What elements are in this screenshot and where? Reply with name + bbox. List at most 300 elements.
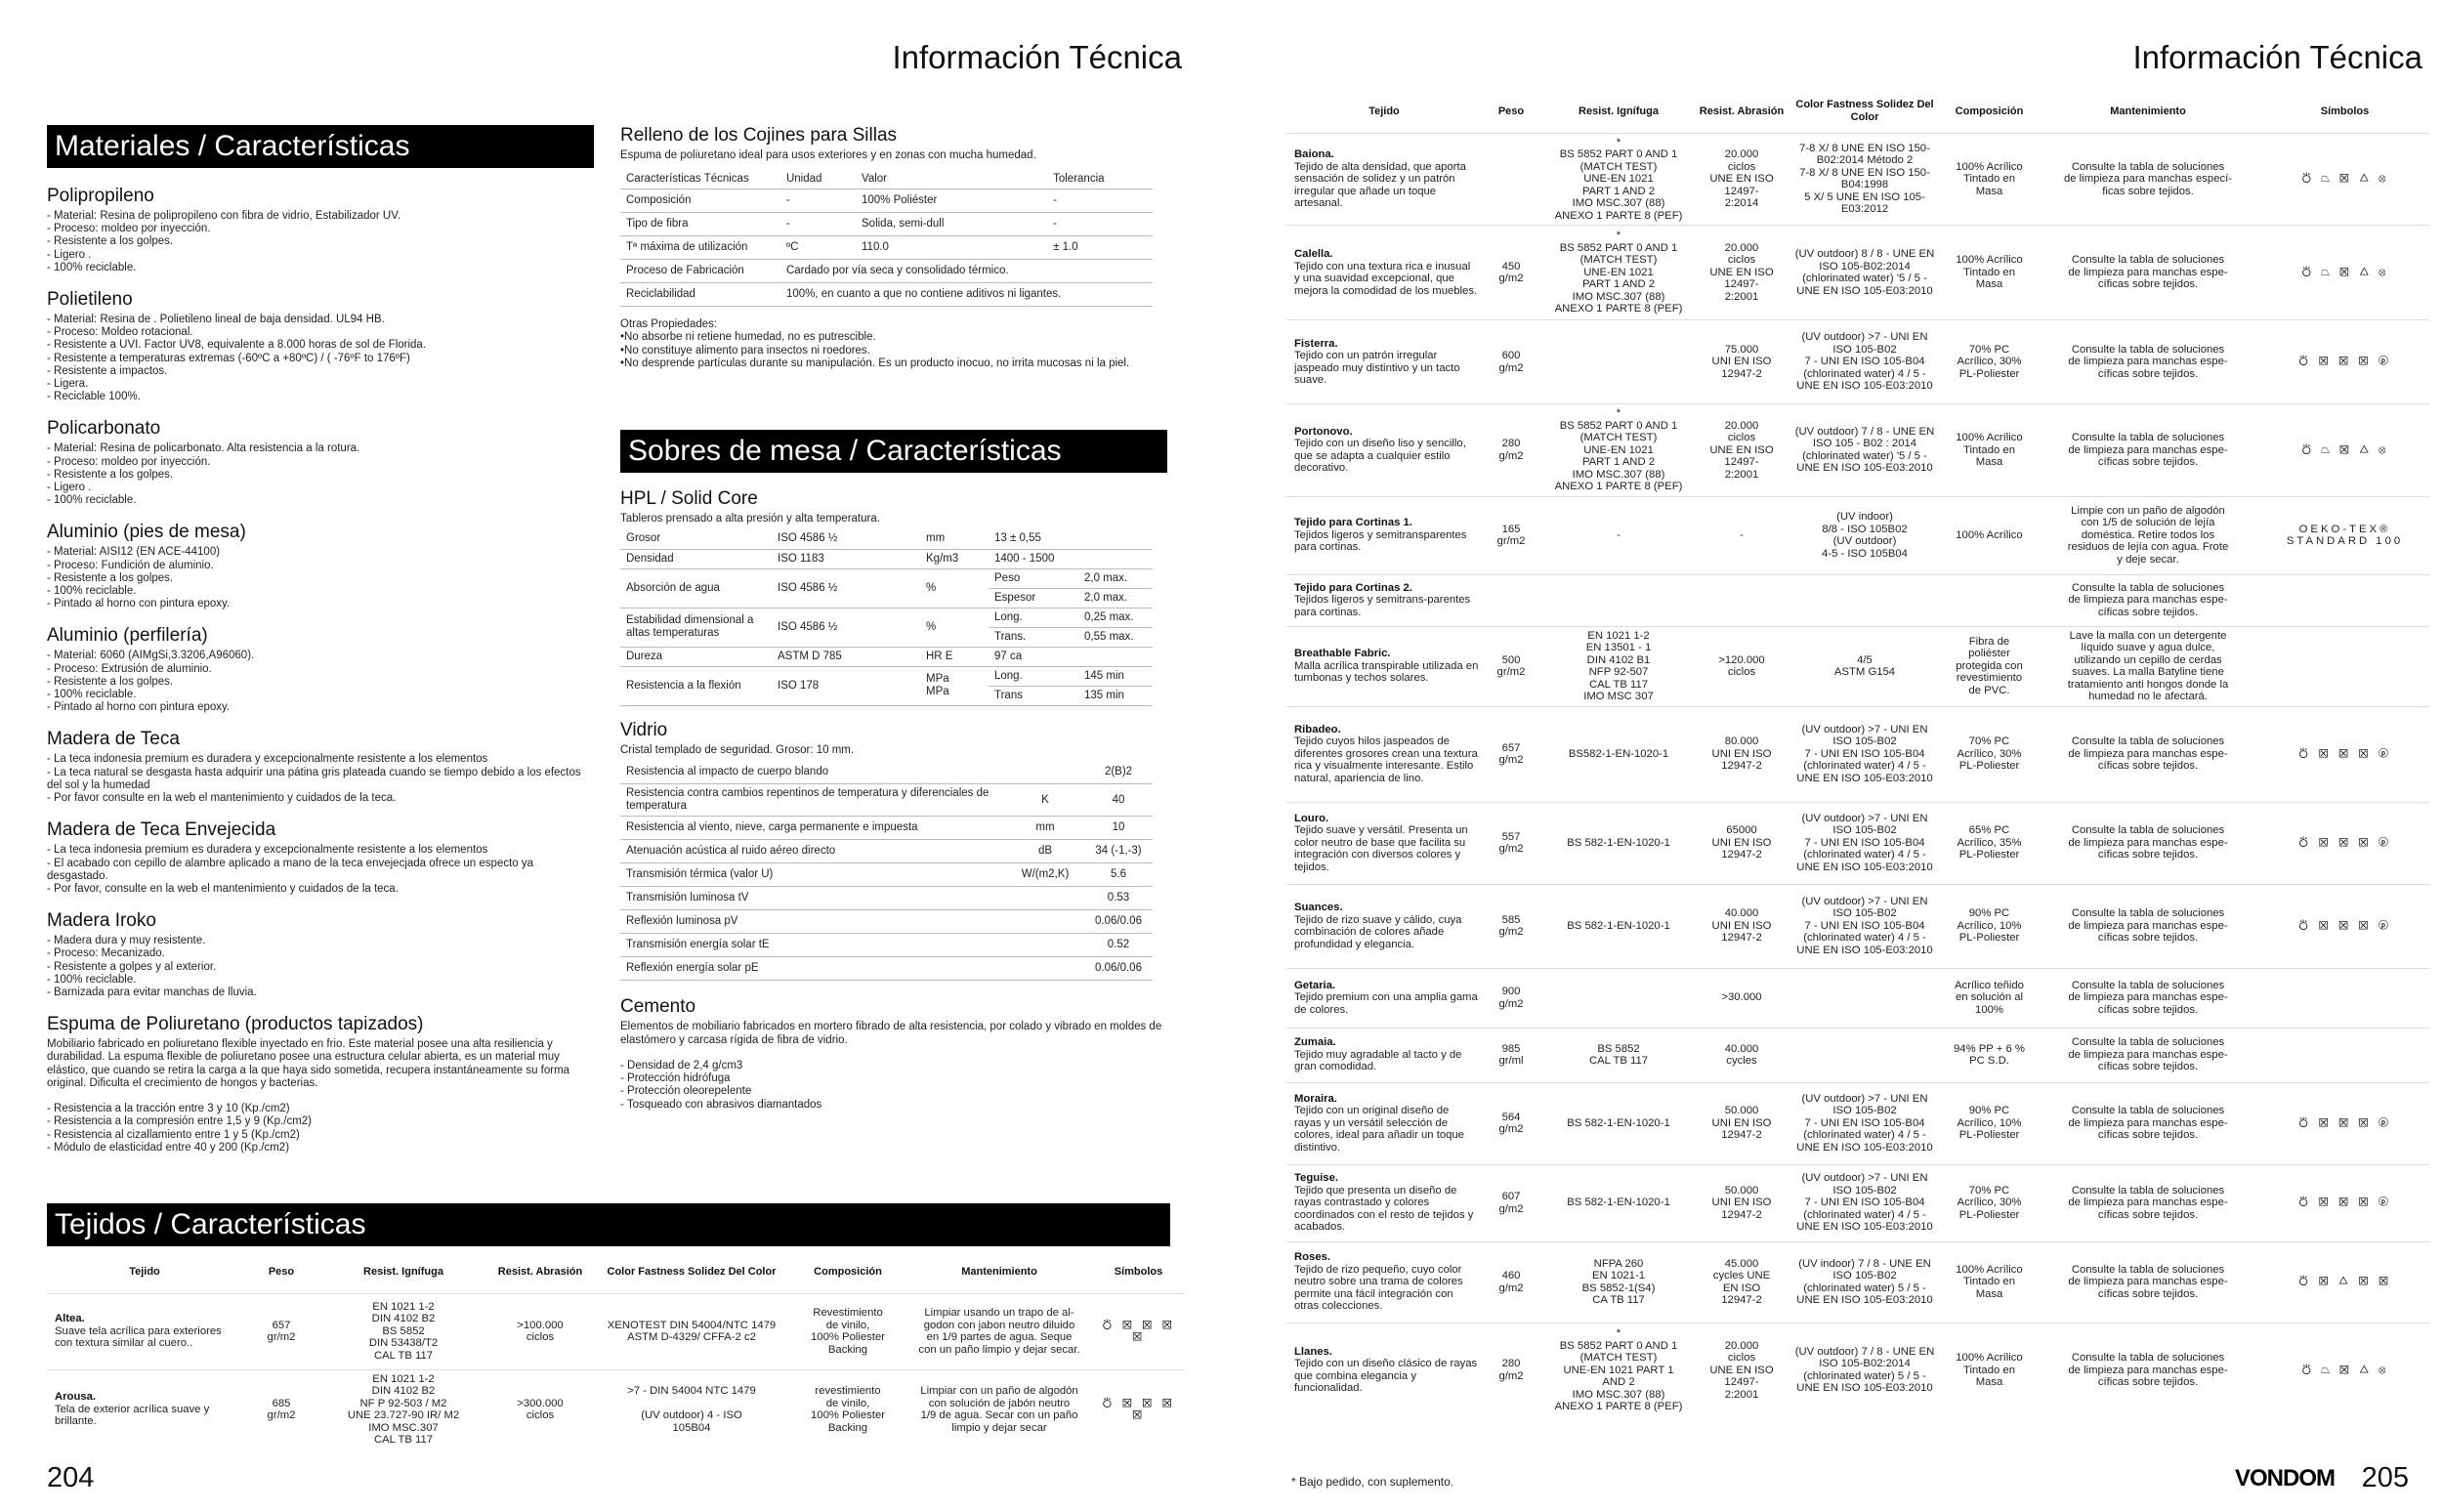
tejidos-heading: Tejidos / Características <box>47 1203 1170 1246</box>
hpl-sub-label: Espesor <box>989 588 1078 608</box>
fabric-row <box>1286 1323 2429 1417</box>
fabric-peso: 280 g/m2 <box>1482 404 1540 497</box>
fabric-row <box>1286 706 2429 802</box>
vidrio-cell: Transmisión energía solar tE <box>620 934 1006 957</box>
hpl-row <box>620 647 1153 666</box>
fabric-abr: >30.000 <box>1697 968 1787 1028</box>
hpl-label: Absorción de agua <box>620 568 772 608</box>
fabric-desc <box>1286 1028 1482 1082</box>
relleno-subtitle: Espuma de poliuretano ideal para usos exteriores y en zonas con mucha humedad. <box>620 149 1036 161</box>
fabric-peso <box>1482 133 1540 226</box>
fabric-row <box>47 1293 1185 1369</box>
fabric-row <box>1286 226 2429 320</box>
hpl-sub-value: 135 min <box>1078 686 1153 705</box>
fabric-description: Tejido suave y versátil. Presenta un color neutro de base que facilita su integración con diversos colores y tejidos. <box>1294 824 1468 873</box>
fabric-comp: 65% PC Acrílico, 35% PL-Poliester <box>1943 802 2036 884</box>
hpl-title: HPL / Solid Core <box>620 488 758 509</box>
fabric-name: Baiona. <box>1294 148 1334 160</box>
fabric-description: Tejido de rizo pequeño, cuyo color neutro sobre una trama de colores permite una fácil integración con otras colecciones. <box>1294 1263 1463 1313</box>
material-text: - La teca indonesia premium es duradera y excepcionalmente resistente a los elementos - La teca natural se desgasta hasta adquirir una pátina gris plateada cuando se tiempo debido a los efectos del sol y la humedad - Por favor consulte en la web el mantenimiento y cuidados de la teca. <box>47 753 581 805</box>
relleno-row <box>620 189 1153 213</box>
fabric-description: Tejido muy agradable al tacto y de gran comodidad. <box>1294 1048 1462 1073</box>
fabric-name: Breathable Fabric. <box>1294 648 1391 660</box>
vidrio-row <box>620 887 1153 910</box>
fabric-name: Llanes. <box>1294 1345 1332 1358</box>
fabric-desc <box>1286 968 1482 1028</box>
hpl-sub-value: 145 min <box>1078 666 1153 686</box>
fabric-header-cell: Color Fastness Solidez Del Color <box>1795 99 1934 123</box>
fabric-color: (UV indoor) 7 / 8 - UNE EN ISO 105-B02 (chlorinated water) 5 / 5 - UNE EN ISO 105-E03:2010 <box>1787 1241 1943 1323</box>
relleno-header-cell: Tolerancia <box>1047 170 1153 189</box>
vidrio-row <box>620 910 1153 934</box>
fabric-ign: BS 582-1-EN-1020-1 <box>1540 884 1697 968</box>
fabric-mant: Lave la malla con un detergente líquido suave y agua dulce, utilizando un cepillo de cerdas suaves. La malla Batyline tiene tratamiento anti hongos donde la humedad no le afectará. <box>2036 626 2260 706</box>
vidrio-cell: 0.06/0.06 <box>1084 957 1153 981</box>
hpl-norm: ISO 4586 ½ <box>772 568 920 608</box>
fabric-abr: 40.000 UNI EN ISO 12947-2 <box>1697 884 1787 968</box>
fabric-header-cell: Tejido <box>129 1265 160 1278</box>
fabric-name: Suances. <box>1294 902 1343 913</box>
material-title: Espuma de Poliuretano (productos tapizados) <box>47 1014 424 1035</box>
fabric-header-cell: Resist. Ignífuga <box>363 1265 443 1278</box>
fabric-ign: BS 582-1-EN-1020-1 <box>1540 802 1697 884</box>
hpl-unit: Kg/m3 <box>920 549 989 568</box>
fabric-row <box>1286 1082 2429 1164</box>
hpl-label: Resistencia a la flexión <box>620 666 772 705</box>
relleno-row <box>620 260 1153 283</box>
fabric-ign: EN 1021 1-2 DIN 4102 B2 NF P 92-503 / M2 UNE 23.727-90 IR/ M2 IMO MSC.307 CAL TB 117 <box>320 1369 486 1449</box>
fabric-desc <box>47 1293 242 1369</box>
fabric-color: XENOTEST DIN 54004/NTC 1479 ASTM D-4329/ CFFA-2 c2 <box>594 1293 789 1369</box>
vidrio-cell: 34 (-1,-3) <box>1084 840 1153 863</box>
material-text: - Material: AISI12 (EN ACE-44100) - Proceso: Fundición de aluminio. - Resistente a los golpes. - 100% reciclable. - Pintado al horno con pintura epoxy. <box>47 546 231 610</box>
fabric-color: (UV outdoor) >7 - UNI EN ISO 105-B02 7 - UNI EN ISO 105-B04 (chlorinated water) 4 / 5 - UNE EN ISO 105-E03:2010 <box>1787 320 1943 404</box>
fabric-ign: * BS 5852 PART 0 AND 1 (MATCH TEST) UNE-EN 1021 PART 1 AND 2 IMO MSC.307 (88) ANEXO 1 PARTE 8 (PEF) <box>1540 133 1697 226</box>
sobres-column <box>620 430 1167 1112</box>
fabric-header-cell: Composición <box>1955 105 2024 117</box>
fabric-color: (UV indoor) 8/8 - ISO 105B02 (UV outdoor) 4-5 - ISO 105B04 <box>1787 496 1943 574</box>
relleno-cell: 100%, en cuanto a que no contiene aditivos ni ligantes. <box>780 283 1153 307</box>
hpl-norm: ASTM D 785 <box>772 647 920 666</box>
vidrio-cell <box>1006 957 1084 981</box>
hpl-unit: HR E <box>920 647 989 666</box>
material-text: - Material: Resina de polipropileno con fibra de vidrio, Estabilizador UV. - Proceso: moldeo por inyección. - Resistente a los golpes. - Ligero . - 100% reciclable. <box>47 210 401 273</box>
fabric-color: (UV outdoor) 7 / 8 - UNE EN ISO 105 - B02 : 2014 (chlorinated water) '5 / 5 - UNE EN ISO 105-E03:2010 <box>1787 404 1943 497</box>
vidrio-row <box>620 761 1153 784</box>
fabric-ign: BS 582-1-EN-1020-1 <box>1540 1164 1697 1241</box>
fabric-peso: 985 gr/ml <box>1482 1028 1540 1082</box>
relleno-header-row <box>620 170 1153 189</box>
fabric-ign: BS582-1-EN-1020-1 <box>1540 706 1697 802</box>
care-symbols-icon: ⛣ ⏢ ☒ △ ⊗ <box>2260 226 2429 320</box>
page-number: 205 <box>2361 1462 2409 1493</box>
material-title: Aluminio (pies de mesa) <box>47 522 246 543</box>
relleno-cell: Composición <box>620 189 780 213</box>
tejidos-table <box>47 1250 1185 1449</box>
care-symbols-icon <box>2260 574 2429 626</box>
care-symbols-icon: ⛣ ☒ ☒ ☒ ☒ <box>1092 1293 1185 1369</box>
hpl-table <box>620 529 1153 706</box>
fabric-ign: * BS 5852 PART 0 AND 1 (MATCH TEST) UNE-EN 1021 PART 1 AND 2 IMO MSC.307 (88) ANEXO 1 PARTE 8 (PEF) <box>1540 226 1697 320</box>
hpl-norm: ISO 1183 <box>772 549 920 568</box>
care-symbols-icon: ⛣ ⏢ ☒ △ ⊗ <box>2260 1323 2429 1417</box>
fabric-name: Tejido para Cortinas 2. <box>1294 581 1412 594</box>
vidrio-cell <box>1006 910 1084 934</box>
hpl-sub-label: Trans <box>989 686 1078 705</box>
fabric-ign: * BS 5852 PART 0 AND 1 (MATCH TEST) UNE-EN 1021 PART 1 AND 2 IMO MSC.307 (88) ANEXO 1 PARTE 8 (PEF) <box>1540 404 1697 497</box>
fabric-header-row <box>47 1250 1185 1293</box>
relleno-cell: - <box>1047 213 1153 236</box>
fabric-header-cell: Resist. Abrasión <box>497 1265 583 1278</box>
vidrio-row <box>620 784 1153 817</box>
vidrio-cell: Transmisión luminosa tV <box>620 887 1006 910</box>
fabric-header-cell: Símbolos <box>2320 105 2370 117</box>
material-item <box>47 910 594 999</box>
care-symbols-icon: ⛣ ☒ ☒ ☒ ⓟ <box>2260 884 2429 968</box>
fabric-header-cell: Peso <box>1497 105 1525 117</box>
fabric-row <box>1286 802 2429 884</box>
hpl-unit: % <box>920 568 989 608</box>
fabric-ign: EN 1021 1-2 DIN 4102 B2 BS 5852 DIN 53438/T2 CAL TB 117 <box>320 1293 486 1369</box>
hpl-norm: ISO 4586 ½ <box>772 529 920 549</box>
fabric-desc <box>1286 226 1482 320</box>
fabric-desc <box>1286 1241 1482 1323</box>
fabric-comp: 100% Acrílico Tintado en Masa <box>1943 404 2036 497</box>
vidrio-cell: W/(m2,K) <box>1006 863 1084 887</box>
material-item <box>47 418 594 507</box>
relleno-cell: Solida, semi-dull <box>856 213 1047 236</box>
fabric-description: Suave tela acrílica para exteriores con textura similar al cuero.. <box>55 1324 222 1350</box>
fabric-abr: 45.000 cycles UNE EN ISO 12947-2 <box>1697 1241 1787 1323</box>
relleno-row <box>620 213 1153 236</box>
vidrio-cell: Resistencia al viento, nieve, carga permanente e impuesta <box>620 817 1006 840</box>
fabric-mant: Limpie con un paño de algodón con 1/5 de solución de lejía doméstica. Retire todos los residuos de lejía con agua. Frote y deje secar. <box>2036 496 2260 574</box>
fabric-color: (UV outdoor) 7 / 8 - UNE EN ISO 105-B02:2014 (chlorinated water) 5 / 5 - UNE EN ISO 105-E03:2010 <box>1787 1323 1943 1417</box>
vidrio-cell: Reflexión luminosa pV <box>620 910 1006 934</box>
fabric-description: Tejido cuyos hilos jaspeados de diferentes grosores crean una textura rica y visualmente interesante. Estilo natural, apariencia de lino. <box>1294 735 1478 784</box>
fabric-comp: 70% PC Acrílico, 30% PL-Poliester <box>1943 706 2036 802</box>
vidrio-table <box>620 761 1153 982</box>
fabric-desc <box>1286 626 1482 706</box>
material-item <box>47 289 594 403</box>
vidrio-cell: Resistencia al impacto de cuerpo blando <box>620 761 1006 784</box>
fabric-desc <box>1286 320 1482 404</box>
vidrio-cell: 5.6 <box>1084 863 1153 887</box>
hpl-sub-label: 97 ca <box>989 647 1153 666</box>
fabric-color: (UV outdoor) >7 - UNI EN ISO 105-B02 7 - UNI EN ISO 105-B04 (chlorinated water) 4 / 5 - UNE EN ISO 105-E03:2010 <box>1787 884 1943 968</box>
fabric-description: Tela de exterior acrílica suave y brillante. <box>55 1403 210 1428</box>
vidrio-cell: 0.53 <box>1084 887 1153 910</box>
care-symbols-icon: ⛣ ⏢ ☒ △ ⊗ <box>2260 133 2429 226</box>
material-item <box>47 625 594 714</box>
fabric-abr: 50.000 UNI EN ISO 12947-2 <box>1697 1164 1787 1241</box>
fabric-description: Tejido que presenta un diseño de rayas contrastado y colores coordinados con el resto de tejidos y acabados. <box>1294 1184 1474 1234</box>
fabric-mant: Consulte la tabla de soluciones de limpieza para manchas espe- cíficas sobre tejidos. <box>2036 404 2260 497</box>
vidrio-cell: dB <box>1006 840 1084 863</box>
fabric-description: Tejido con un diseño clásico de rayas que combina elegancia y funcionalidad. <box>1294 1358 1478 1395</box>
hpl-sub-label: Long. <box>989 608 1078 627</box>
fabric-abr: >120.000 ciclos <box>1697 626 1787 706</box>
fabric-name: Portonovo. <box>1294 425 1353 438</box>
fabric-name: Zumaia. <box>1294 1036 1336 1049</box>
fabric-abr: >300.000 ciclos <box>486 1369 594 1449</box>
vidrio-cell <box>1006 934 1084 957</box>
fabric-ign: NFPA 260 EN 1021-1 BS 5852-1(S4) CA TB 117 <box>1540 1241 1697 1323</box>
fabric-peso: 900 g/m2 <box>1482 968 1540 1028</box>
fabric-row <box>1286 404 2429 497</box>
vidrio-cell: mm <box>1006 817 1084 840</box>
material-title: Polipropileno <box>47 186 154 206</box>
relleno-cell: - <box>780 213 856 236</box>
care-symbols-icon: ⛣ ☒ ☒ ☒ ⓟ <box>2260 706 2429 802</box>
fabric-row <box>1286 133 2429 226</box>
fabric-row <box>1286 320 2429 404</box>
fabric-name: Fisterra. <box>1294 337 1338 350</box>
material-title: Madera de Teca Envejecida <box>47 819 276 841</box>
hpl-sub-value: 0,25 max. <box>1078 608 1153 627</box>
material-title: Aluminio (perfilería) <box>47 625 208 647</box>
hpl-row <box>620 549 1153 568</box>
fabric-ign <box>1540 574 1697 626</box>
vidrio-cell <box>1006 887 1084 910</box>
fabric-mant: Consulte la tabla de soluciones de limpieza para manchas espe- cíficas sobre tejidos. <box>2036 1241 2260 1323</box>
relleno-cell: Tª máxima de utilización <box>620 236 780 260</box>
care-symbols-icon <box>2260 626 2429 706</box>
fabric-abr: 20.000 ciclos UNE EN ISO 12497- 2:2001 <box>1697 1323 1787 1417</box>
relleno-cell: - <box>1047 189 1153 213</box>
tejidos-section <box>47 1203 1176 1449</box>
fabric-row <box>1286 968 2429 1028</box>
fabric-description: Tejido premium con una amplia gama de colores. <box>1294 991 1478 1016</box>
fabric-ign: BS 5852 CAL TB 117 <box>1540 1028 1697 1082</box>
fabric-mant: Limpiar usando un trapo de al- godon con jabon neutro diluido en 1/9 partes de agua. Seque con un paño limpio y dejar secar. <box>906 1293 1092 1369</box>
material-text: - Madera dura y muy resistente. - Proceso: Mecanizado. - Resistente a golpes y al exterior. - 100% reciclable. - Barnizada para evitar manchas de lluvia. <box>47 935 257 998</box>
hpl-row <box>620 529 1153 549</box>
vidrio-cell: Atenuación acústica al ruido aéreo directo <box>620 840 1006 863</box>
sobres-heading: Sobres de mesa / Características <box>620 430 1167 473</box>
fabric-desc <box>1286 574 1482 626</box>
relleno-header-cell: Unidad <box>780 170 856 189</box>
fabric-peso: 657 gr/m2 <box>242 1293 320 1369</box>
fabric-name: Arousa. <box>55 1391 97 1404</box>
vidrio-cell: 2(B)2 <box>1084 761 1153 784</box>
relleno-cell: Cardado por vía seca y consolidado térmico. <box>780 260 1153 283</box>
fabric-comp: 70% PC Acrílico, 30% PL-Poliester <box>1943 320 2036 404</box>
material-item <box>47 186 594 274</box>
fabric-comp: Fibra de poliéster protegida con revestimiento de PVC. <box>1943 626 2036 706</box>
fabrics-table <box>1286 90 2429 1417</box>
fabric-ign: - <box>1540 496 1697 574</box>
fabric-abr: 75.000 UNI EN ISO 12947-2 <box>1697 320 1787 404</box>
relleno-cell: 110.0 <box>856 236 1047 260</box>
fabric-ign: BS 582-1-EN-1020-1 <box>1540 1082 1697 1164</box>
fabric-name: Teguise. <box>1294 1172 1338 1185</box>
relleno-header-cell: Valor <box>856 170 1047 189</box>
fabric-abr: 40.000 cycles <box>1697 1028 1787 1082</box>
cemento-text: Elementos de mobiliario fabricados en mortero fibrado de alta resistencia, por colado y vibrado en moldes de elastómero y carcasa rígida de fibra de vidrio. - Densidad de 2,4 g/cm3 - Protección hidrófuga - Protección oleorepelente - Tosqueado con abrasivos diamantados <box>620 1021 1162 1111</box>
fabric-desc <box>1286 1164 1482 1241</box>
material-text: - La teca indonesia premium es duradera y excepcionalmente resistente a los elementos - El acabado con cepillo de alambre aplicado a mano de la teca envejecjada ofrece un especto ya desgastado. - Por favor, consulte en la web el mantenimiento y cuidados de la teca. <box>47 844 534 895</box>
relleno-cell: Proceso de Fabricación <box>620 260 780 283</box>
hpl-unit: mm <box>920 529 989 549</box>
fabric-color: (UV outdoor) >7 - UNI EN ISO 105-B02 7 - UNI EN ISO 105-B04 (chlorinated water) 4 / 5 - UNE EN ISO 105-E03:2010 <box>1787 1164 1943 1241</box>
fabric-row <box>1286 496 2429 574</box>
fabric-peso: 685 gr/m2 <box>242 1369 320 1449</box>
fabric-name: Moraira. <box>1294 1092 1337 1105</box>
vidrio-cell <box>1006 761 1084 784</box>
fabric-row <box>1286 1164 2429 1241</box>
fabric-row <box>47 1369 1185 1449</box>
fabric-mant: Consulte la tabla de soluciones de limpieza para manchas espe- cíficas sobre tejidos. <box>2036 1082 2260 1164</box>
fabric-description: Tejido de rizo suave y cálido, cuya combinación de colores añade profundidad y elegancia. <box>1294 913 1462 950</box>
fabric-ign <box>1540 320 1697 404</box>
cemento-title: Cemento <box>620 996 696 1018</box>
hpl-row <box>620 666 1153 686</box>
hpl-sub-value: 0,55 max. <box>1078 627 1153 647</box>
fabric-row <box>1286 1241 2429 1323</box>
fabric-peso <box>1482 574 1540 626</box>
fabric-color: (UV outdoor) >7 - UNI EN ISO 105-B02 7 - UNI EN ISO 105-B04 (chlorinated water) 4 / 5 - UNE EN ISO 105-E03:2010 <box>1787 802 1943 884</box>
vidrio-cell: 10 <box>1084 817 1153 840</box>
fabric-abr: 80.000 UNI EN ISO 12947-2 <box>1697 706 1787 802</box>
fabric-comp: 90% PC Acrílico, 10% PL-Poliester <box>1943 884 2036 968</box>
fabric-name: Tejido para Cortinas 1. <box>1294 517 1412 529</box>
relleno-title: Relleno de los Cojines para Sillas <box>620 125 898 146</box>
fabric-comp: Revestimiento de vinilo, 100% Poliester Backing <box>789 1293 906 1369</box>
page-number: 204 <box>47 1462 95 1493</box>
fabric-abr: 20.000 ciclos UNE EN ISO 12497- 2:2001 <box>1697 404 1787 497</box>
fabric-ign <box>1540 968 1697 1028</box>
fabric-color <box>1787 1028 1943 1082</box>
care-symbols-icon: ⛣ ☒ ☒ ☒ ⓟ <box>2260 1082 2429 1164</box>
vidrio-row <box>620 863 1153 887</box>
fabric-color: 4/5 ASTM G154 <box>1787 626 1943 706</box>
fabric-row <box>1286 574 2429 626</box>
fabric-color: 7-8 X/ 8 UNE EN ISO 150- B02:2014 Método 2 7-8 X/ 8 UNE EN ISO 150- B04:1998 5 X/ 5 UNE EN ISO 105- E03:2012 <box>1787 133 1943 226</box>
hpl-sub-label: 13 ± 0,55 <box>989 529 1153 549</box>
material-item <box>47 522 594 610</box>
fabric-color: (UV outdoor) >7 - UNI EN ISO 105-B02 7 - UNI EN ISO 105-B04 (chlorinated water) 4 / 5 - UNE EN ISO 105-E03:2010 <box>1787 706 1943 802</box>
brand-logo: VONDOM <box>2235 1465 2335 1491</box>
material-item <box>47 819 594 896</box>
fabric-peso: 600 g/m2 <box>1482 320 1540 404</box>
fabric-color: (UV outdoor) 8 / 8 - UNE EN ISO 105-B02:2014 (chlorinated water) '5 / 5 - UNE EN ISO 105-E03:2010 <box>1787 226 1943 320</box>
vidrio-row <box>620 817 1153 840</box>
page-title: Información Técnica <box>2132 39 2422 75</box>
fabric-mant: Consulte la tabla de soluciones de limpieza para manchas espe- cíficas sobre tejidos. <box>2036 1323 2260 1417</box>
care-symbols-icon: OEKO-TEX® STANDARD 100 <box>2260 496 2429 574</box>
fabric-desc <box>1286 1323 1482 1417</box>
fabric-header-cell: Mantenimiento <box>961 1265 1037 1278</box>
relleno-cell: ± 1.0 <box>1047 236 1153 260</box>
care-symbols-icon: ⛣ ☒ ☒ ☒ ☒ <box>1092 1369 1185 1449</box>
hpl-norm: ISO 4586 ½ <box>772 608 920 647</box>
fabric-comp: 100% Acrílico Tintado en Masa <box>1943 133 2036 226</box>
fabric-description: Tejido con una textura rica e inusual y una suavidad excepcional, que mejora la comodidad de los muebles. <box>1294 260 1478 297</box>
material-item <box>47 729 594 805</box>
fabric-row <box>1286 626 2429 706</box>
fabric-peso: 657 g/m2 <box>1482 706 1540 802</box>
material-text: - Material: Resina de . Polietileno lineal de baja densidad. UL94 HB. - Proceso: Moldeo rotacional. - Resistente a UVI. Factor UV8, equivalente a 8.000 horas de sol de Florida. - Resistente a temperaturas extremas (-60ºC a +80ºC) / ( -76ºF to 176ºF) - Resistente a impactos. - Ligera. - Reciclable 100%. <box>47 314 427 403</box>
fabric-header-cell: Peso <box>268 1265 295 1278</box>
vidrio-cell: Reflexión energía solar pE <box>620 957 1006 981</box>
hpl-sub-label: Long. <box>989 666 1078 686</box>
vidrio-cell: 0.52 <box>1084 934 1153 957</box>
relleno-notes: Otras Propiedades: •No absorbe ni retiene humedad, no es putrescible. •No constituye alimento para insectos ni roedores. •No desprende partículas durante su manipulación. Es un producto inocuo, no irrita mucosas ni la piel. <box>620 318 1130 369</box>
fabric-mant: Consulte la tabla de soluciones de limpieza para manchas espe- cíficas sobre tejidos. <box>2036 1028 2260 1082</box>
fabric-mant: Limpiar con un paño de algodón con solución de jabón neutro 1/9 de agua. Secar con un paño limpio y dejar secar <box>906 1369 1092 1449</box>
hpl-label: Densidad <box>620 549 772 568</box>
fabric-desc <box>1286 133 1482 226</box>
vidrio-row <box>620 957 1153 981</box>
fabric-mant: Consulte la tabla de soluciones de limpieza para manchas espe- cíficas sobre tejidos. <box>2036 320 2260 404</box>
relleno-row <box>620 283 1153 307</box>
fabric-header-cell: Símbolos <box>1114 1265 1163 1278</box>
fabric-comp: revestimiento de vinilo, 100% Poliester Backing <box>789 1369 906 1449</box>
material-text: Mobiliario fabricado en poliuretano flexible inyectado en frio. Este material posee una alta resiliencia y durabilidad. La espuma flexible de poliuretano posee una estructura celular abierta, es un material muy elástico, que cuando se retira la carga a la que haya sido sometida, recupera instantáneamente su forma original. Dificulta el crecimiento de hongos y bacterias. - Resistencia a la tracción entre 3 y 10 (Kp./cm2) - Resistencia a la compresión entre 1,5 y 9 (Kp./cm2) - Resistencia al cizallamiento entre 1 y 5 (Kp./cm2) - Módulo de elasticidad entre 40 y 200 (Kp./cm2) <box>47 1038 570 1154</box>
fabric-mant: Consulte la tabla de soluciones de limpieza para manchas espe- cíficas sobre tejidos. <box>2036 226 2260 320</box>
fabric-mant: Consulte la tabla de soluciones de limpieza para manchas espe- cíficas sobre tejidos. <box>2036 884 2260 968</box>
hpl-sub-value: 2,0 max. <box>1078 568 1153 588</box>
hpl-sub-label: Peso <box>989 568 1078 588</box>
fabric-row <box>1286 884 2429 968</box>
fabric-description: Tejido con un original diseño de rayas y un versátil selección de colores, ideal para añadir un toque distintivo. <box>1294 1105 1464 1154</box>
hpl-subtitle: Tableros prensado a alta presión y alta temperatura. <box>620 513 880 525</box>
fabric-abr: 65000 UNI EN ISO 12947-2 <box>1697 802 1787 884</box>
vidrio-cell: Resistencia contra cambios repentinos de temperatura y diferenciales de temperatura <box>620 784 1006 817</box>
fabric-description: Tejidos ligeros y semitrans-parentes para cortinas. <box>1294 594 1471 618</box>
vidrio-row <box>620 840 1153 863</box>
fabric-desc <box>1286 404 1482 497</box>
fabric-color <box>1787 574 1943 626</box>
fabric-ign: * BS 5852 PART 0 AND 1 (MATCH TEST) UNE-EN 1021 PART 1 AND 2 IMO MSC.307 (88) ANEXO 1 PARTE 8 (PEF) <box>1540 1323 1697 1417</box>
fabric-peso: 557 g/m2 <box>1482 802 1540 884</box>
fabric-comp: 100% Acrílico Tintado en Masa <box>1943 226 2036 320</box>
fabric-comp: 100% Acrílico <box>1943 496 2036 574</box>
materiales-heading: Materiales / Características <box>47 125 594 168</box>
relleno-header-cell: Características Técnicas <box>620 170 780 189</box>
relleno-cell: Reciclabilidad <box>620 283 780 307</box>
care-symbols-icon: ⛣ ☒ ☒ ☒ ⓟ <box>2260 802 2429 884</box>
fabric-abr: 20.000 ciclos UNE EN ISO 12497- 2:2001 <box>1697 226 1787 320</box>
relleno-cell: ºC <box>780 236 856 260</box>
hpl-sub-value: 2,0 max. <box>1078 588 1153 608</box>
fabric-desc <box>1286 706 1482 802</box>
fabric-comp: Acrílico teñido en solución al 100% <box>1943 968 2036 1028</box>
care-symbols-icon: ⛣ ⏢ ☒ △ ⊗ <box>2260 404 2429 497</box>
care-symbols-icon: ⛣ ☒ ☒ ☒ ⓟ <box>2260 1164 2429 1241</box>
hpl-sub-label: 1400 - 1500 <box>989 549 1153 568</box>
fabric-ign: EN 1021 1-2 EN 13501 - 1 DIN 4102 B1 NFP 92-507 CAL TB 117 IMO MSC 307 <box>1540 626 1697 706</box>
fabric-comp: 94% PP + 6 % PC S.D. <box>1943 1028 2036 1082</box>
fabric-header-cell: Resist. Ignífuga <box>1579 105 1659 117</box>
fabric-header-cell: Resist. Abrasión <box>1699 105 1785 117</box>
hpl-row <box>620 568 1153 588</box>
hpl-label: Dureza <box>620 647 772 666</box>
material-title: Madera Iroko <box>47 910 156 932</box>
material-text: - Material: 6060 (AIMgSi,3.3206,A96060). - Proceso: Extrusión de aluminio. - Resistente a los golpes. - 100% reciclable. - Pintado al horno con pintura epoxy. <box>47 650 255 714</box>
page-title: Información Técnica <box>892 39 1182 75</box>
materiales-column <box>47 125 594 1155</box>
fabric-peso: 607 g/m2 <box>1482 1164 1540 1241</box>
fabric-header-cell: Mantenimiento <box>2110 105 2186 117</box>
fabric-peso: 280 g/m2 <box>1482 1323 1540 1417</box>
fabric-name: Louro. <box>1294 812 1329 824</box>
fabric-desc <box>1286 1082 1482 1164</box>
footnote: * Bajo pedido, con suplemento. <box>1291 1475 1454 1489</box>
hpl-norm: ISO 178 <box>772 666 920 705</box>
fabric-header-cell: Tejido <box>1368 105 1400 117</box>
